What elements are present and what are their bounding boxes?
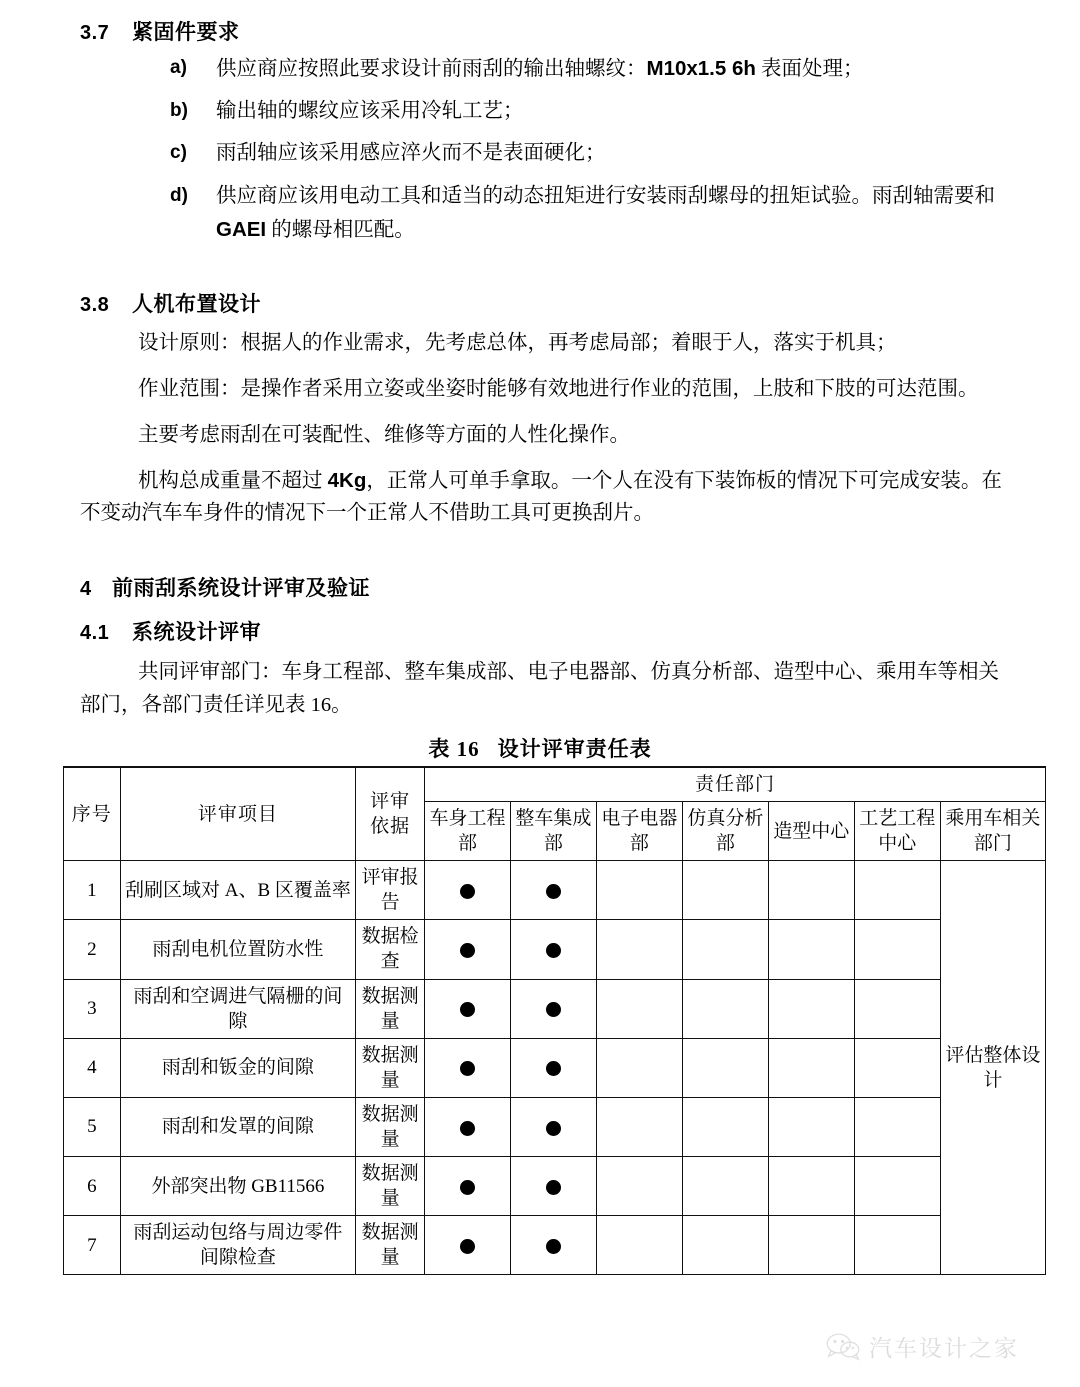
cell-responsibility-empty — [596, 979, 682, 1038]
table-caption — [0, 733, 1080, 763]
section-number: 4.1 — [80, 622, 110, 644]
table-row — [64, 979, 1046, 1038]
responsibility-dot-icon — [460, 1002, 475, 1017]
cell-responsibility-empty — [854, 1216, 940, 1275]
cell-responsibility-empty — [596, 1038, 682, 1097]
design-review-responsibility-table-wrap — [63, 766, 1046, 1275]
header-department: 乘用车相关部门 — [940, 802, 1045, 861]
responsibility-dot-icon — [546, 884, 561, 899]
responsibility-dot-icon — [546, 1121, 561, 1136]
header-department: 工艺工程中心 — [854, 802, 940, 861]
cell-responsibility-marked — [424, 1216, 510, 1275]
cell-responsibility-empty — [596, 920, 682, 979]
cell-responsibility-empty — [682, 1038, 768, 1097]
cell-responsibility-empty — [682, 1097, 768, 1156]
header-seq: 序号 — [64, 767, 121, 861]
responsibility-dot-icon — [460, 1239, 475, 1254]
table-body — [64, 861, 1046, 1275]
cell-review-basis: 数据测量 — [356, 1097, 425, 1156]
section-heading-3-7 — [80, 16, 240, 46]
cell-responsibility-marked — [510, 1038, 596, 1097]
section-heading-4 — [80, 572, 370, 602]
table-caption-label: 表 16 — [428, 737, 480, 761]
cell-responsibility-empty — [596, 1216, 682, 1275]
cell-responsibility-marked — [424, 1038, 510, 1097]
cell-responsibility-empty — [682, 979, 768, 1038]
cell-responsibility-marked — [510, 861, 596, 920]
cell-responsibility-empty — [854, 1038, 940, 1097]
paragraph-block-3-8 — [80, 328, 1010, 530]
responsibility-dot-icon — [546, 1002, 561, 1017]
cell-review-item: 雨刮和发罩的间隙 — [120, 1097, 356, 1156]
responsibility-dot-icon — [546, 1061, 561, 1076]
table-row — [64, 1097, 1046, 1156]
cell-responsibility-empty — [768, 1157, 854, 1216]
table-row — [64, 1157, 1046, 1216]
cell-responsibility-marked — [510, 1157, 596, 1216]
cell-review-item: 外部突出物 GB11566 — [120, 1157, 356, 1216]
cell-responsibility-empty — [854, 861, 940, 920]
cell-responsibility-marked — [424, 920, 510, 979]
header-department: 仿真分析部 — [682, 802, 768, 861]
design-review-responsibility-table — [63, 766, 1046, 1275]
cell-seq: 2 — [64, 920, 121, 979]
watermark-text: 汽车设计之家 — [869, 1336, 1019, 1361]
section-number: 4 — [80, 578, 92, 600]
responsibility-dot-icon — [460, 1180, 475, 1195]
cell-responsibility-empty — [682, 1157, 768, 1216]
responsibility-dot-icon — [460, 1061, 475, 1076]
table-row — [64, 1038, 1046, 1097]
cell-responsibility-empty — [682, 861, 768, 920]
table-caption-title: 设计评审责任表 — [497, 737, 652, 761]
paragraph: 主要考虑雨刮在可装配性、维修等方面的人性化操作。 — [138, 423, 630, 446]
header-department: 整车集成部 — [510, 802, 596, 861]
cell-responsibility-empty — [596, 1157, 682, 1216]
paragraph: 作业范围：是操作者采用立姿或坐姿时能够有效地进行作业的范围，上肢和下肢的可达范围。 — [138, 377, 979, 400]
cell-review-item: 雨刮和空调进气隔栅的间隙 — [120, 979, 356, 1038]
list-item — [170, 95, 1010, 128]
list-item-text: 供应商应该用电动工具和适当的动态扭矩进行安装雨刮螺母的扭矩试验。雨刮轴需要和 GAEI 的螺母相匹配。 — [216, 184, 995, 241]
section-title: 前雨刮系统设计评审及验证 — [112, 576, 370, 600]
cell-review-item: 刮刷区域对 A、B 区覆盖率 — [120, 861, 356, 920]
emphasis-text: 4Kg — [327, 469, 367, 493]
cell-responsibility-empty — [854, 920, 940, 979]
header-basis: 评审依据 — [356, 767, 425, 861]
cell-review-item: 雨刮和钣金的间隙 — [120, 1038, 356, 1097]
lettered-list-3-7 — [170, 52, 1010, 256]
cell-review-basis: 数据测量 — [356, 1038, 425, 1097]
paragraph: 设计原则：根据人的作业需求，先考虑总体，再考虑局部；着眼于人，落实于机具； — [138, 332, 897, 354]
table-row — [64, 920, 1046, 979]
emphasis-text: M10x1.5 6h — [646, 57, 756, 80]
cell-responsibility-empty — [768, 1216, 854, 1275]
cell-responsibility-empty — [682, 920, 768, 979]
responsibility-dot-icon — [546, 943, 561, 958]
cell-responsibility-empty — [854, 979, 940, 1038]
cell-responsibility-marked — [424, 1097, 510, 1156]
cell-review-basis: 数据测量 — [356, 1157, 425, 1216]
paragraph-weight-note: 机构总成重量不超过 4Kg，正常人可单手拿取。一个人在没有下装饰板的情况下可完成安装。在不变动汽车车身件的情况下一个正常人不借助工具可更换刮片。 — [80, 469, 1002, 525]
section-title: 系统设计评审 — [132, 620, 261, 644]
cell-seq: 4 — [64, 1038, 121, 1097]
responsibility-dot-icon — [546, 1239, 561, 1254]
cell-responsibility-empty — [596, 861, 682, 920]
cell-responsibility-empty — [768, 861, 854, 920]
header-department: 造型中心 — [768, 802, 854, 861]
section-number: 3.8 — [80, 294, 110, 316]
cell-review-basis: 数据测量 — [356, 1216, 425, 1275]
cell-overall-design-assessment: 评估整体设计 — [940, 861, 1045, 1275]
table-row — [64, 861, 1046, 920]
responsibility-dot-icon — [460, 1121, 475, 1136]
cell-responsibility-marked — [424, 1157, 510, 1216]
list-item-marker: b) — [170, 100, 188, 122]
list-item-marker: c) — [170, 142, 187, 164]
responsibility-dot-icon — [546, 1180, 561, 1195]
list-item — [170, 52, 1010, 86]
cell-review-basis: 数据测量 — [356, 979, 425, 1038]
cell-responsibility-empty — [768, 920, 854, 979]
section-title: 紧固件要求 — [132, 20, 240, 44]
cell-responsibility-empty — [854, 1097, 940, 1156]
watermark — [826, 1330, 1019, 1363]
section-heading-3-8 — [80, 288, 261, 318]
cell-review-item: 雨刮运动包络与周边零件间隙检查 — [120, 1216, 356, 1275]
emphasis-text: GAEI — [216, 217, 267, 241]
cell-responsibility-marked — [510, 979, 596, 1038]
cell-responsibility-marked — [510, 1097, 596, 1156]
table-head — [64, 767, 1046, 861]
cell-seq: 1 — [64, 861, 121, 920]
header-department: 电子电器部 — [596, 802, 682, 861]
responsibility-dot-icon — [460, 943, 475, 958]
header-group-departments: 责任部门 — [424, 767, 1045, 802]
cell-review-basis: 评审报告 — [356, 861, 425, 920]
cell-responsibility-empty — [768, 1097, 854, 1156]
cell-responsibility-empty — [768, 1038, 854, 1097]
cell-responsibility-marked — [510, 920, 596, 979]
cell-responsibility-empty — [854, 1157, 940, 1216]
responsibility-dot-icon — [460, 884, 475, 899]
list-item-text: 雨刮轴应该采用感应淬火而不是表面硬化； — [216, 142, 606, 165]
cell-seq: 7 — [64, 1216, 121, 1275]
table-row — [64, 1216, 1046, 1275]
cell-responsibility-marked — [424, 979, 510, 1038]
header-item: 评审项目 — [120, 767, 356, 861]
cell-responsibility-marked — [424, 861, 510, 920]
list-item-marker: d) — [170, 184, 188, 206]
cell-responsibility-marked — [510, 1216, 596, 1275]
cell-review-basis: 数据检查 — [356, 920, 425, 979]
section-number: 3.7 — [80, 22, 110, 44]
section-heading-4-1 — [80, 616, 261, 646]
list-item-text: 输出轴的螺纹应该采用冷轧工艺； — [216, 100, 524, 123]
wechat-icon — [826, 1333, 860, 1361]
cell-responsibility-empty — [768, 979, 854, 1038]
paragraph-4-1: 共同评审部门：车身工程部、整车集成部、电子电器部、仿真分析部、造型中心、乘用车等相关部门，各部门责任详见表 16。 — [80, 661, 999, 717]
list-item-text: 供应商应按照此要求设计前雨刮的输出轴螺纹：M10x1.5 6h 表面处理； — [216, 57, 864, 80]
list-item-marker: a) — [170, 57, 187, 78]
cell-seq: 5 — [64, 1097, 121, 1156]
cell-seq: 3 — [64, 979, 121, 1038]
header-department: 车身工程部 — [424, 802, 510, 861]
cell-review-item: 雨刮电机位置防水性 — [120, 920, 356, 979]
cell-responsibility-empty — [682, 1216, 768, 1275]
section-title: 人机布置设计 — [132, 292, 261, 316]
cell-seq: 6 — [64, 1157, 121, 1216]
list-item — [170, 137, 1010, 170]
cell-responsibility-empty — [596, 1097, 682, 1156]
table-header-row-top — [64, 767, 1046, 802]
list-item — [170, 180, 1010, 247]
